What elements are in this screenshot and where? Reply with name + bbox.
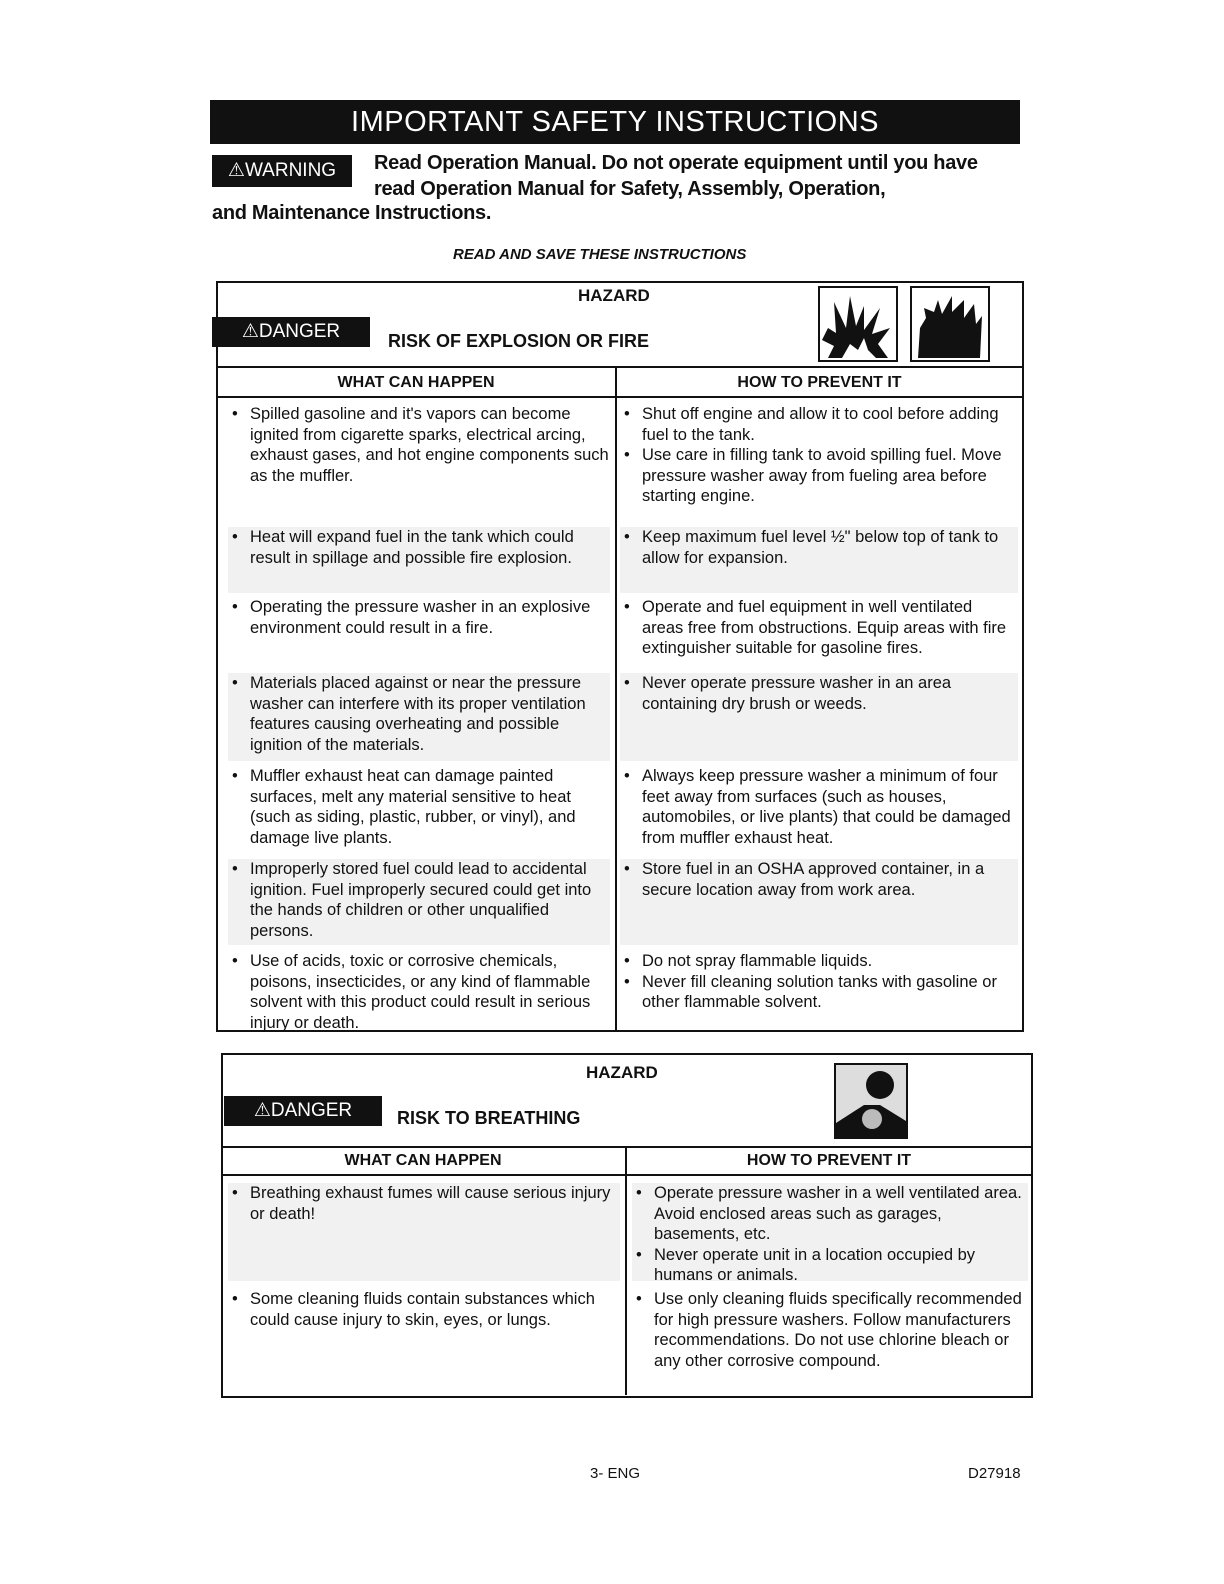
item-text: Never operate pressure washer in an area containing dry brush or weeds. xyxy=(642,674,952,713)
item-text: Materials placed against or near the pressure washer can interfere with its proper ventilation features causing overheating and possible ignition of the materials. xyxy=(250,674,586,754)
column-divider xyxy=(615,366,617,1031)
hazard-cell xyxy=(228,673,610,761)
warning-badge: ⚠WARNING xyxy=(212,155,352,187)
prevention-cell xyxy=(620,951,1018,1027)
explosion-icon xyxy=(818,286,898,362)
bullet-icon: • xyxy=(624,405,630,423)
fire-icon xyxy=(910,286,990,362)
bullet-icon: • xyxy=(232,952,238,970)
hazard-cell xyxy=(228,404,610,522)
hazard-cell xyxy=(228,597,610,671)
bullet-icon: • xyxy=(636,1184,642,1202)
prevention-cell xyxy=(620,766,1018,854)
list-item xyxy=(620,527,1018,568)
item-text: Improperly stored fuel could lead to accidental ignition. Fuel improperly secured could get into the hands of children or other unqualified persons. xyxy=(250,860,592,940)
bullet-icon: • xyxy=(636,1245,642,1264)
bullet-icon: • xyxy=(232,405,238,423)
list-item xyxy=(620,673,1018,714)
item-text: Spilled gasoline and it's vapors can become ignited from cigarette sparks, electrical arcing, exhaust gases, and hot engine components such as the muffler. xyxy=(250,405,609,485)
list-item xyxy=(620,445,1018,507)
divider xyxy=(216,396,1022,398)
hazard-cell xyxy=(228,1289,620,1389)
breathing-hazard-icon xyxy=(834,1063,908,1139)
item-text: Operate pressure washer in a well ventilated area. Avoid enclosed areas such as garages, basements, etc. xyxy=(654,1184,1022,1243)
risk-title: RISK OF EXPLOSION OR FIRE xyxy=(388,331,650,351)
warning-text: Read Operation Manual. Do not operate equipment until you have read Operation Manual for Safety, Assembly, Operation, xyxy=(374,152,978,200)
bullet-icon: • xyxy=(232,598,238,616)
list-item xyxy=(228,527,610,568)
col-what-can-happen: WHAT CAN HAPPEN xyxy=(337,374,495,391)
hazard-cell xyxy=(228,527,610,593)
bullet-icon: • xyxy=(232,767,238,785)
bullet-icon: • xyxy=(624,860,630,878)
item-text: Do not spray flammable liquids. xyxy=(642,952,873,970)
list-item xyxy=(620,404,1018,445)
item-text: Always keep pressure washer a minimum of four feet away from surfaces (such as houses, automobiles, or live plants) that could be damaged from muffler exhaust heat. xyxy=(642,767,1011,847)
column-divider xyxy=(625,1146,627,1395)
list-item xyxy=(228,404,610,486)
read-save-note: READ AND SAVE THESE INSTRUCTIONS xyxy=(453,246,747,263)
col-what-can-happen: WHAT CAN HAPPEN xyxy=(344,1152,502,1169)
col-how-to-prevent: HOW TO PREVENT IT xyxy=(746,1152,912,1169)
list-item xyxy=(228,951,610,1033)
list-item xyxy=(228,1183,620,1224)
list-item xyxy=(228,1289,620,1330)
danger-badge: ⚠DANGER xyxy=(224,1096,382,1126)
list-item xyxy=(228,859,610,941)
prevention-cell xyxy=(620,673,1018,761)
list-item xyxy=(620,766,1018,848)
item-text: Shut off engine and allow it to cool before adding fuel to the tank. xyxy=(642,405,999,444)
prevention-cell xyxy=(620,859,1018,945)
bullet-icon: • xyxy=(624,446,630,464)
hazard-label: HAZARD xyxy=(578,286,650,305)
item-text: Heat will expand fuel in the tank which could result in spillage and possible fire explosion. xyxy=(250,528,574,567)
item-text: Some cleaning fluids contain substances which could cause injury to skin, eyes, or lungs. xyxy=(250,1290,595,1329)
divider xyxy=(216,366,1022,368)
prevention-cell xyxy=(620,404,1018,522)
prevention-cell xyxy=(620,527,1018,593)
list-item xyxy=(632,1183,1028,1245)
hazard-cell xyxy=(228,1183,620,1281)
list-item xyxy=(620,859,1018,900)
list-item xyxy=(228,673,610,755)
bullet-icon: • xyxy=(624,598,630,616)
prevention-cell xyxy=(632,1183,1028,1284)
item-text: Never operate unit in a location occupied by humans or animals. xyxy=(654,1245,976,1284)
list-item xyxy=(632,1245,1028,1286)
item-text: Muffler exhaust heat can damage painted surfaces, melt any material sensitive to heat (such as siding, plastic, rubber, or vinyl), and damage live plants. xyxy=(250,767,576,847)
warning-text-cont: and Maintenance Instructions. xyxy=(212,202,492,224)
prevention-cell xyxy=(620,597,1018,671)
bullet-icon: • xyxy=(624,952,630,970)
hazard-cell xyxy=(228,859,610,945)
bullet-icon: • xyxy=(636,1290,642,1308)
bullet-icon: • xyxy=(624,767,630,785)
list-item xyxy=(620,597,1018,659)
bullet-icon: • xyxy=(232,528,238,546)
item-text: Operating the pressure washer in an explosive environment could result in a fire. xyxy=(250,598,591,637)
item-text: Never fill cleaning solution tanks with gasoline or other flammable solvent. xyxy=(642,972,997,1011)
bullet-icon: • xyxy=(624,528,630,546)
bullet-icon: • xyxy=(624,674,630,692)
list-item xyxy=(228,597,610,638)
bullet-icon: • xyxy=(232,1290,238,1308)
item-text: Use of acids, toxic or corrosive chemicals, poisons, insecticides, or any kind of flammable solvent with this product could result in serious injury or death. xyxy=(250,952,591,1032)
bullet-icon: • xyxy=(232,860,238,878)
page-title: IMPORTANT SAFETY INSTRUCTIONS xyxy=(210,100,1020,144)
item-text: Breathing exhaust fumes will cause serious injury or death! xyxy=(250,1184,611,1223)
bullet-icon: • xyxy=(232,1184,238,1202)
list-item xyxy=(632,1289,1028,1371)
bullet-icon: • xyxy=(232,674,238,692)
hazard-cell xyxy=(228,951,610,1032)
item-text: Store fuel in an OSHA approved container, in a secure location away from work area. xyxy=(642,860,985,899)
prevention-cell xyxy=(632,1289,1028,1389)
bullet-icon: • xyxy=(624,972,630,991)
col-how-to-prevent: HOW TO PREVENT IT xyxy=(737,374,902,391)
hazard-label: HAZARD xyxy=(586,1063,658,1082)
hazard-cell xyxy=(228,766,610,854)
item-text: Keep maximum fuel level ½" below top of tank to allow for expansion. xyxy=(642,528,999,567)
list-item xyxy=(620,972,1018,1013)
list-item xyxy=(228,766,610,848)
danger-badge: ⚠DANGER xyxy=(212,317,370,347)
risk-title: RISK TO BREATHING xyxy=(397,1108,581,1128)
list-item xyxy=(620,951,1018,972)
item-text: Use care in filling tank to avoid spilling fuel. Move pressure washer away from fueling area before starting engine. xyxy=(642,446,1002,505)
item-text: Use only cleaning fluids specifically recommended for high pressure washers. Follow manufacturers recommendations. Do not use chlorine bleach or any other corrosive compound. xyxy=(654,1290,1022,1370)
item-text: Operate and fuel equipment in well ventilated areas free from obstructions. Equip areas with fire extinguisher suitable for gasoline fires. xyxy=(642,598,1007,657)
document-code: D27918 xyxy=(968,1465,1021,1482)
page-number: 3- ENG xyxy=(590,1465,641,1482)
